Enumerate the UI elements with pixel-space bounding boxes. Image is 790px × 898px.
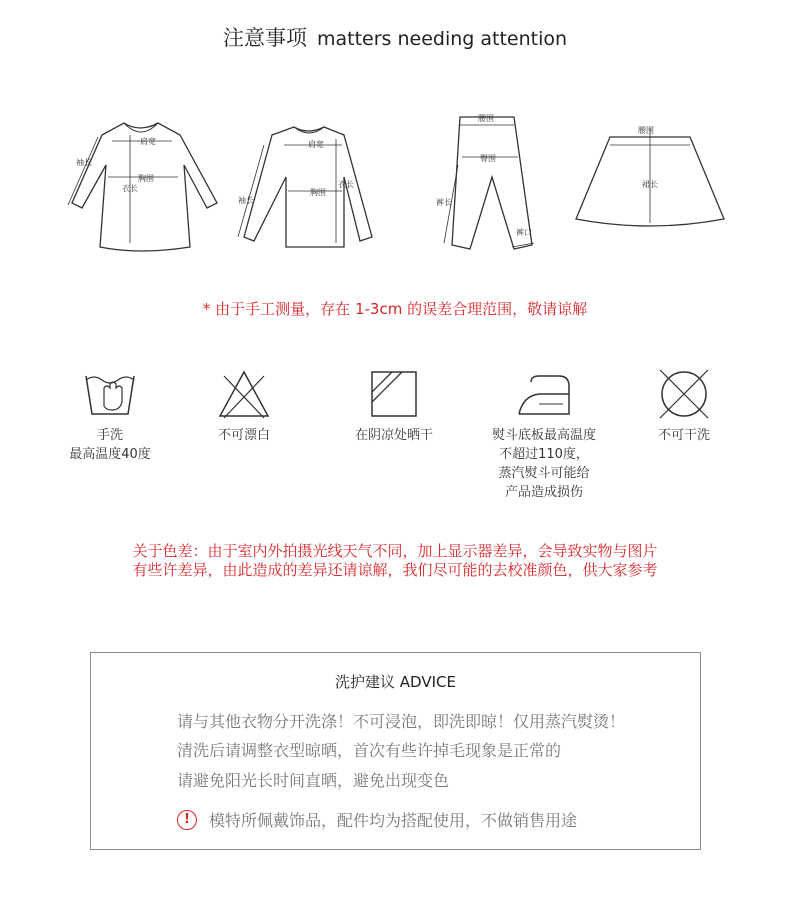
no-tumble-dry-icon [654,366,714,420]
skirt-diagram [570,105,730,235]
shirt-length-label: 衣长 [122,184,138,193]
care-dry-in-shade [336,366,452,445]
no-bleach-line-1: 不可漂白 [217,428,270,443]
advice-line-3: 请避免阳光长时间直晒，避免出现变色 [177,771,450,790]
measure-note: * 由于手工测量，存在 1-3cm 的误差合理范围，敬请谅解 [202,300,588,318]
pants-waist-label: 腰围 [478,114,494,123]
care-no-bleach [198,366,290,445]
hand-wash-icon [80,366,140,420]
color-note-line-2: 有些许差异，由此造成的差异还请谅解，我们尽可能的去校准颜色，供大家参考 [132,561,658,579]
color-difference-note [0,542,790,580]
sweater-sleeve-label: 袖长 [238,196,254,205]
shirt-shoulder-label: 肩宽 [140,137,156,146]
iron-line-2: 不超过110度， [499,447,589,462]
dry-in-shade-line-1: 在阴凉处晒干 [354,428,433,443]
advice-line-2: 清洗后请调整衣型晾晒，首次有些许掉毛现象是正常的 [177,741,562,760]
shirt-sleeve-label: 袖长 [76,158,92,167]
sweater-diagram [232,105,382,255]
warning-icon: ! [177,810,197,830]
no-dry-clean-line-1: 不可干洗 [657,428,710,443]
care-hand-wash [62,366,158,464]
advice-line-1: 请与其他衣物分开洗涤！不可浸泡，即洗即晾！仅用蒸汽熨烫！ [177,712,626,731]
pants-length-label: 裤长 [436,198,452,207]
color-note-line-1: 关于色差：由于室内外拍摄光线天气不同，加上显示器差异，会导致实物与图片 [132,542,658,560]
hand-wash-line-1: 手洗 [96,428,123,443]
no-bleach-icon [214,366,274,420]
shirt-diagram [62,105,222,255]
shirt-chest-label: 胸围 [138,174,154,183]
sweater-chest-label: 胸围 [310,188,326,197]
title-en: matters needing attention [316,28,568,50]
warning-text: 模特所佩戴饰品，配件均为搭配使用，不做销售用途 [209,811,578,830]
skirt-waist-label: 腰围 [638,126,654,135]
warning-row [177,808,577,831]
title-cn: 注意事项 [222,26,307,50]
pants-hem-label: 裤口 [516,228,532,237]
pants-hip-label: 臀围 [480,154,496,163]
dry-in-shade-icon [364,366,424,420]
skirt-length-label: 裙长 [642,180,658,189]
page-title [0,22,790,52]
pants-diagram [422,105,562,255]
advice-box [90,652,701,850]
iron-icon [509,366,579,420]
sweater-length-label: 衣长 [338,180,354,189]
care-no-dry-clean [642,366,726,445]
hand-wash-line-2: 最高温度40度 [69,447,151,462]
sweater-shoulder-label: 肩宽 [308,140,324,149]
iron-line-3: 蒸汽熨斗可能给 [498,466,590,481]
iron-line-1: 熨斗底板最高温度 [491,428,596,443]
advice-title: 洗护建议 ADVICE [335,673,456,691]
iron-line-4: 产品造成损伤 [504,485,583,500]
care-iron [476,366,612,502]
